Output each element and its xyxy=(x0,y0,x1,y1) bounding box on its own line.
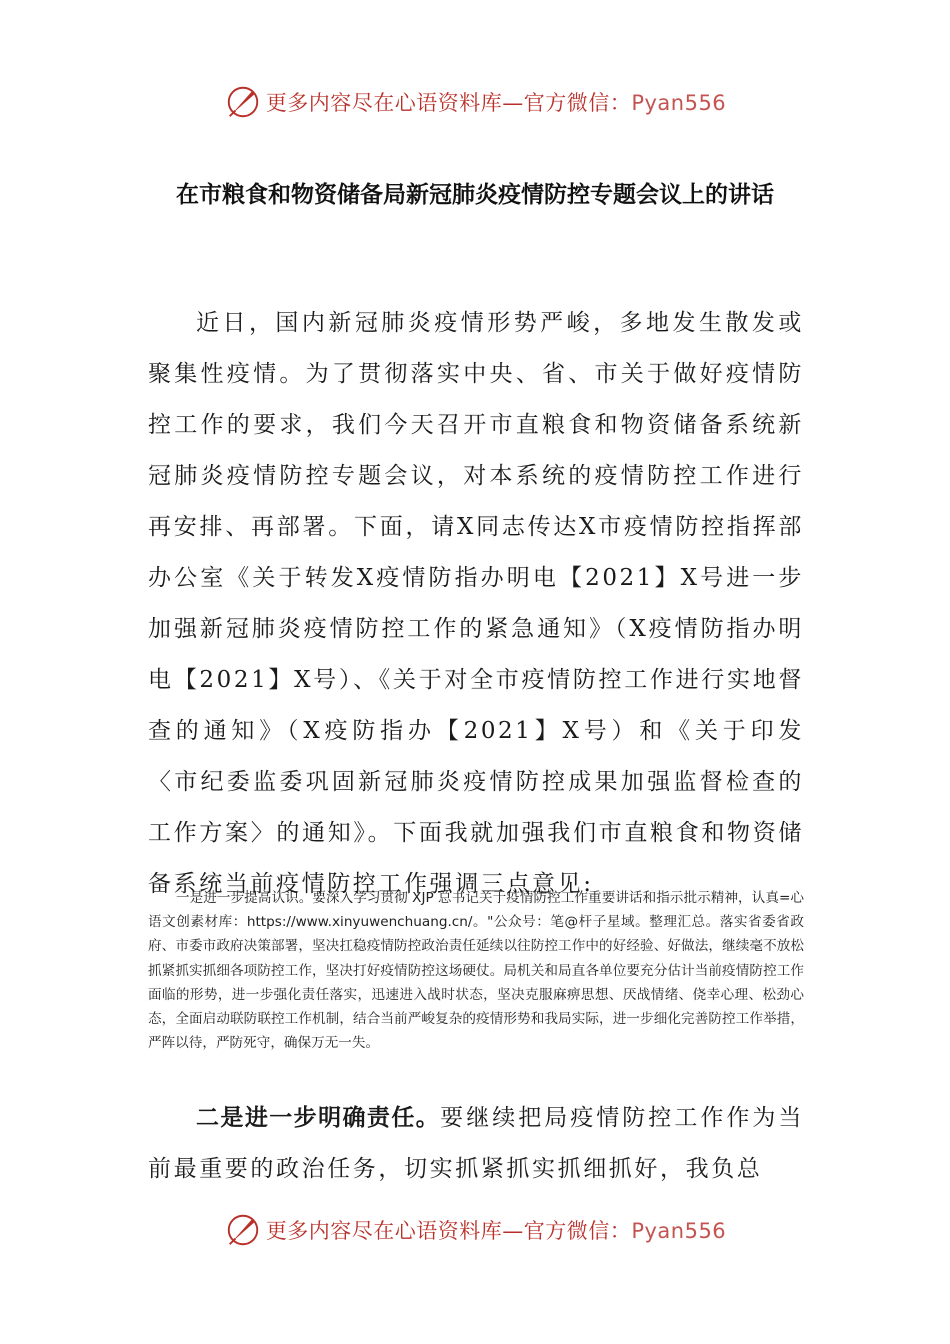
intro-paragraph: 近日，国内新冠肺炎疫情形势严峻，多地发生散发或聚集性疫情。为了贯彻落实中央、省、市关于做好疫情防控工作的要求，我们今天召开市直粮食和物资储备系统新冠肺炎疫情防控专题会议，对本系统的疫情防控工作进行再安排、再部署。下面，请X同志传达X市疫情防控指挥部办公室《关于转发X疫情防指办明电【2021】X号进一步加强新冠肺炎疫情防控工作的紧急通知》（X疫情防指办明电【2021】X号）、《关于对全市疫情防控工作进行实地督查的通知》（X疫防指办【2021】X号）和《关于印发〈市纪委监委巩固新冠肺炎疫情防控成果加强监督检查的工作方案〉的通知》。下面我就加强我们市直粮食和物资储备系统当前疫情防控工作强调三点意见: xyxy=(148,310,804,897)
banner-wechat-id: Pyan556 xyxy=(631,1219,727,1243)
banner-wechat-id: Pyan556 xyxy=(631,91,727,115)
quill-pen-icon xyxy=(224,83,262,121)
point-one-paragraph: 一是进一步提高认识。要深入学习贯彻 XJP 总书记关于疫情防控工作重要讲话和指示批示精神，认真=心语文创素材库：https://www.xinyuwenchuang.cn/。"公众号：笔@杆子星域。整理汇总。落实省委省政府、市委市政府决策部署，坚决扛稳疫情防控政治责任延续以往防控工作中的好经验、好做法，继续毫不放松抓紧抓实抓细各项防控工作，坚决打好疫情防控这场硬仗。局机关和局直各单位要充分估计当前疫情防控工作面临的形势，进一步强化责任落实，迅速进入战时状态，坚决克服麻痹思想、厌战情绪、侥幸心理、松劲心态，全面启动联防联控工作机制，结合当前严峻复杂的疫情形势和我局实际，进一步细化完善防控工作举措，严阵以待，严防死守，确保万无一失。 xyxy=(148,890,804,1052)
point-two-lead: 二是进一步明确责任。 xyxy=(196,1105,441,1131)
footer-watermark-banner xyxy=(0,1208,950,1252)
document-title: 在市粮食和物资储备局新冠肺炎疫情防控专题会议上的讲话 xyxy=(176,182,774,208)
point-two-text: 要继续把局疫情防控工作作为当前最重要的政治任务，切实抓紧抓实抓细抓好，我负总 xyxy=(148,1105,804,1182)
quill-pen-icon xyxy=(224,1211,262,1249)
banner-text: 更多内容尽在心语资料库—官方微信： xyxy=(265,91,632,115)
point-two-paragraph xyxy=(148,1093,804,1195)
banner-text: 更多内容尽在心语资料库—官方微信： xyxy=(265,1219,632,1243)
header-watermark-banner xyxy=(0,80,950,124)
